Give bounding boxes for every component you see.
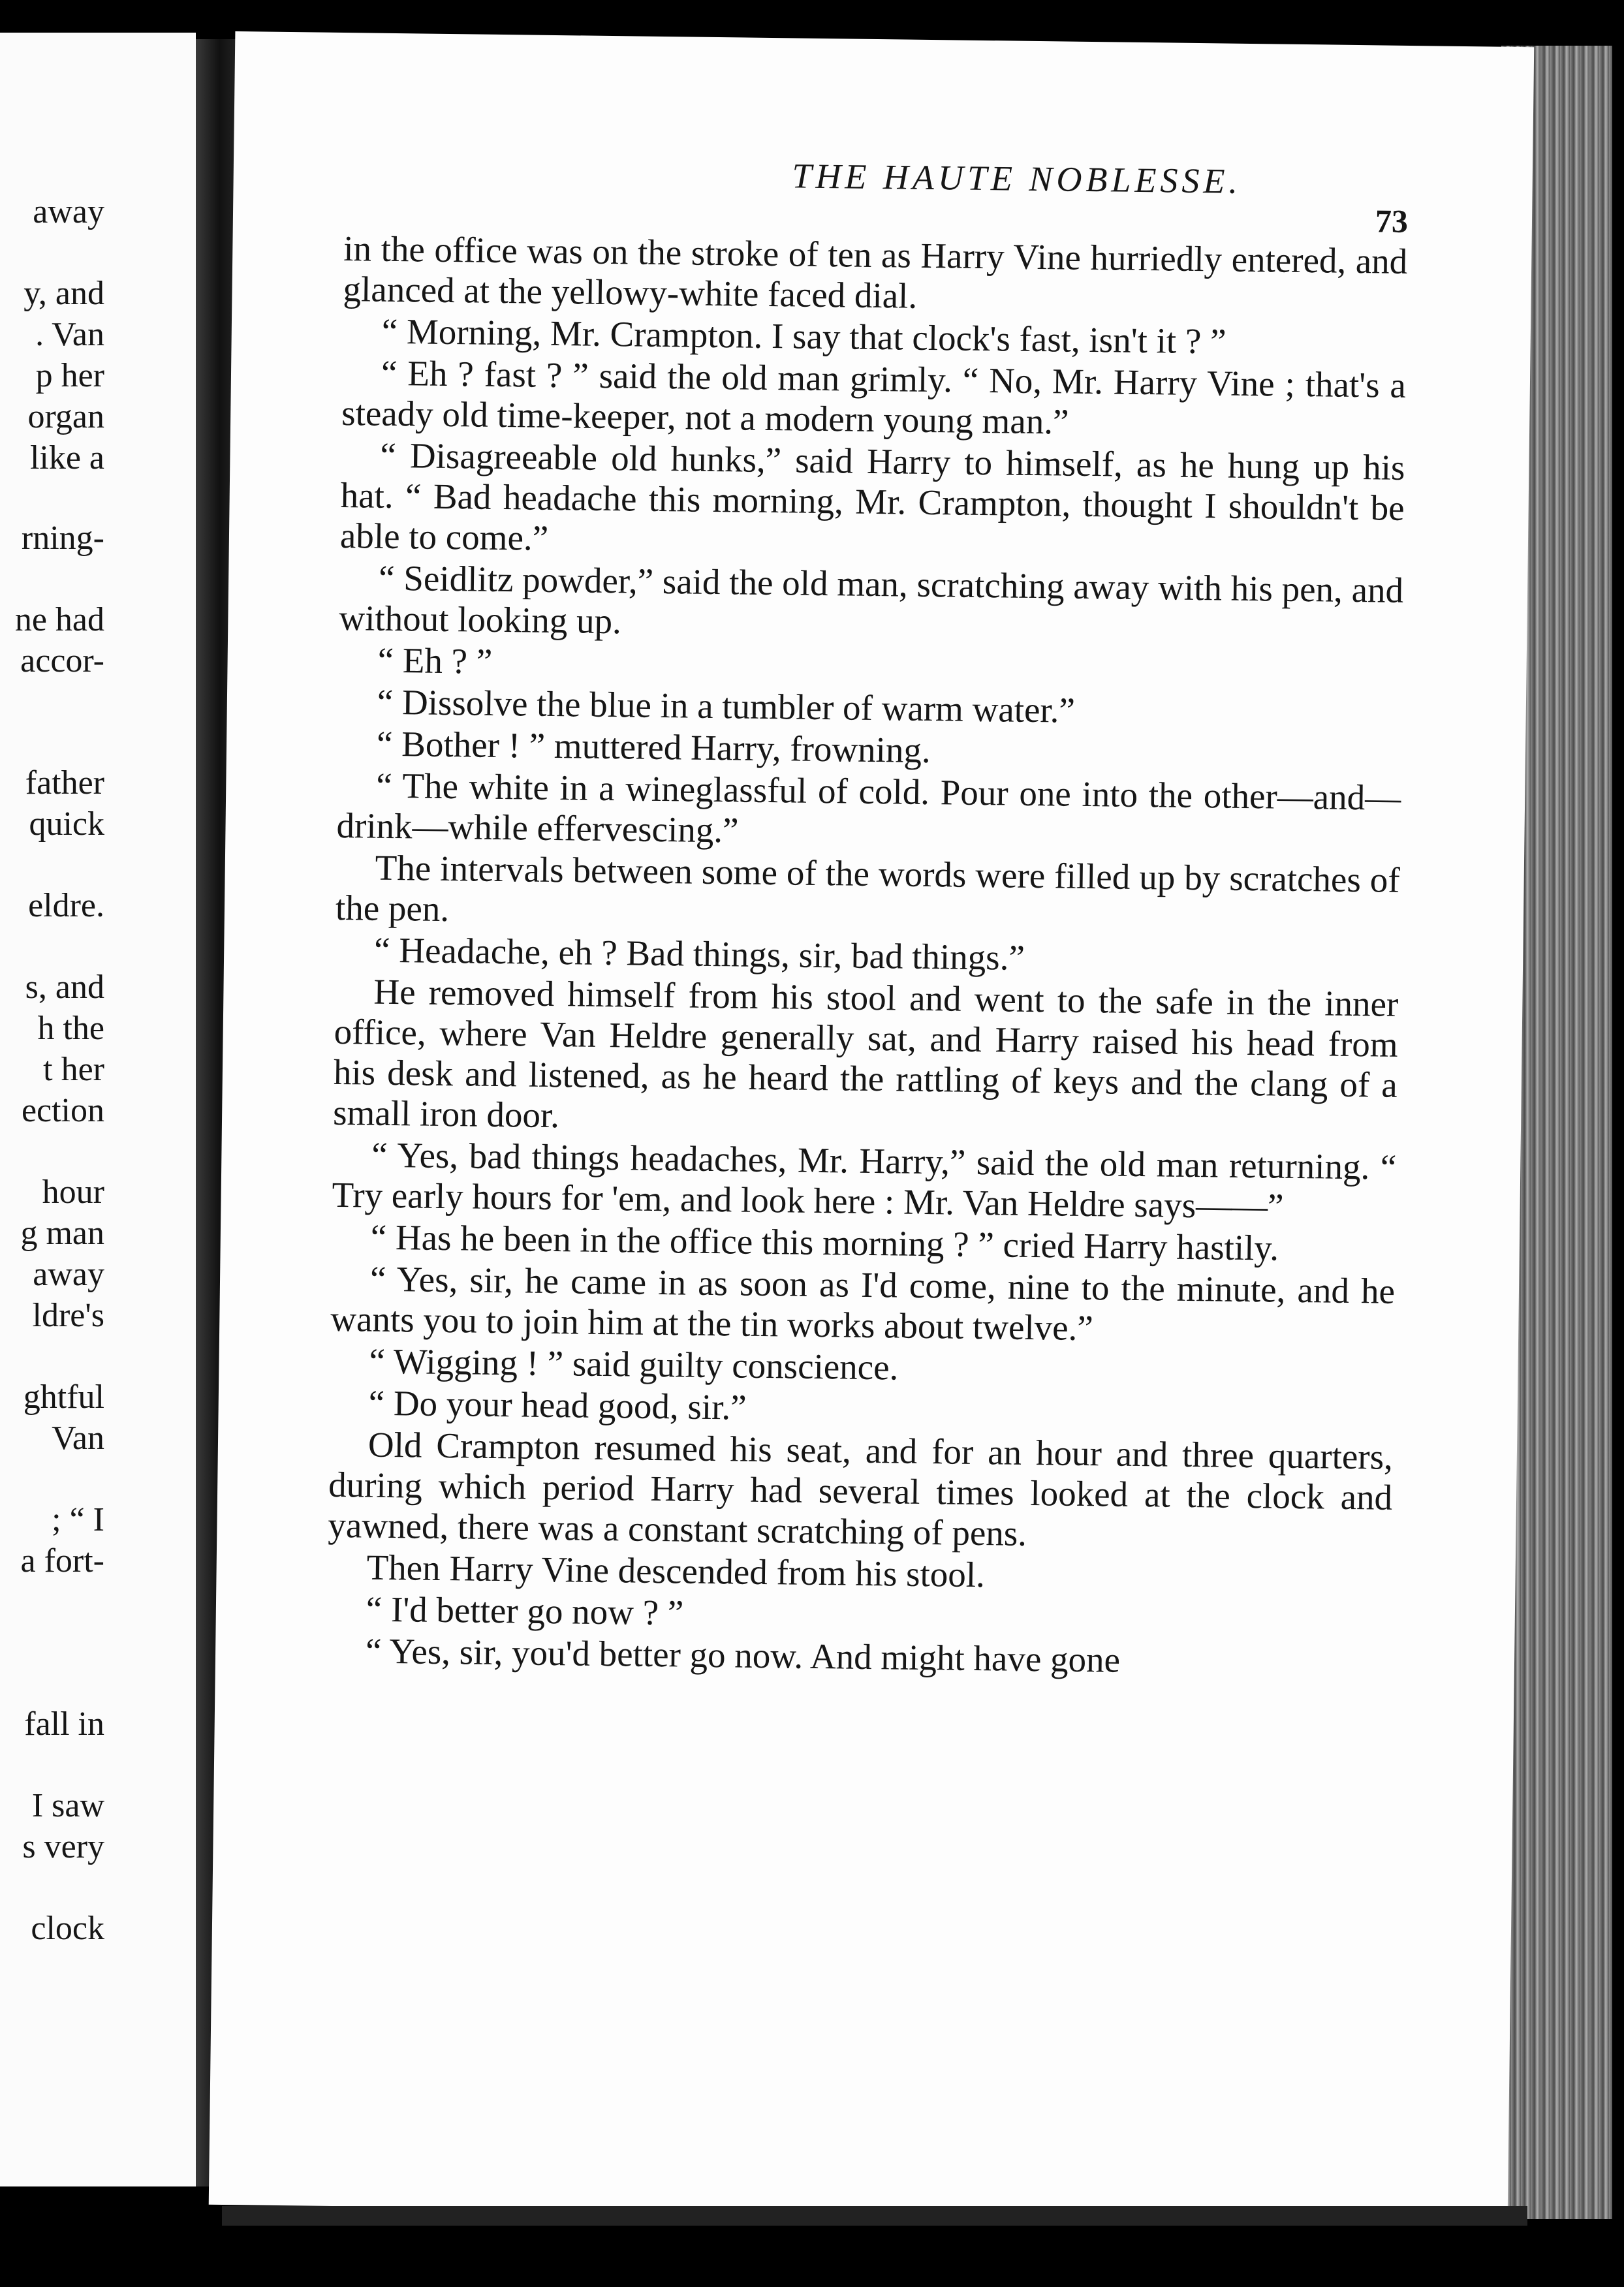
paragraph: “ The white in a wineglassful of cold. Pour one into the other—and—drink—while effervescing.” — [336, 765, 1401, 850]
paragraph: “ Yes, sir, you'd better go now. And might have gone — [365, 1630, 1121, 1680]
paragraph: “ Has he been in the office this morning ? ” cried Harry hastily. — [370, 1217, 1279, 1268]
paragraph: Old Crampton resumed his seat, and for an hour and three quarters, during which period Harry had several times looked at the clock and yawned, there was a constant scratching of pens. — [328, 1424, 1394, 1553]
paragraph: “ Yes, sir, he came in as soon as I'd come, nine to the minute, and he wants you to join him at the tin works about twelve.” — [330, 1258, 1396, 1348]
left-page-line: a fort- — [20, 1542, 104, 1579]
paragraph: “ I'd better go now ? ” — [366, 1589, 684, 1633]
left-page-line: eldre. — [28, 887, 104, 924]
page-number: 73 — [1375, 202, 1409, 240]
left-page-line: like a — [29, 439, 104, 476]
left-page-line: ghtful — [23, 1378, 104, 1416]
left-page-line: ection — [21, 1092, 104, 1129]
left-page-line: g man — [20, 1215, 104, 1252]
left-page-line: s very — [22, 1828, 104, 1865]
right-page — [209, 31, 1535, 2220]
left-page-line: accor- — [20, 642, 104, 679]
bottom-shadow — [222, 2206, 1527, 2226]
left-page-line: y, and — [23, 275, 104, 312]
left-page-line: p her — [35, 357, 104, 394]
paragraph: “ Headache, eh ? Bad things, sir, bad things.” — [373, 929, 1025, 978]
left-page-line: away — [33, 1256, 104, 1293]
left-page-line: ne had — [14, 601, 104, 638]
left-page-line: s, and — [25, 969, 104, 1006]
left-page-line: hour — [42, 1174, 104, 1211]
paragraph: “ Morning, Mr. Crampton. I say that clock's fast, isn't it ? ” — [381, 311, 1226, 362]
paragraph: “ Wigging ! ” said guilty conscience. — [369, 1341, 899, 1388]
left-page-line: Van — [52, 1420, 104, 1457]
left-page-line: . Van — [35, 316, 104, 353]
paragraph: He removed himself from his stool and went to the safe in the inner office, where Van Heldre generally sat, and Harry raised his head from his desk and listened, as he heard the rattling of keys and the clang of a small iron door. — [332, 971, 1399, 1136]
running-head: THE HAUTE NOBLESSE. — [792, 156, 1242, 201]
paragraph: The intervals between some of the words were filled up by scratches of the pen. — [335, 847, 1401, 929]
paragraph: in the office was on the stroke of ten as Harry Vine hurriedly entered, and glanced at the yellowy-white faced dial. — [343, 228, 1408, 316]
body-text — [326, 228, 1408, 1685]
left-page-line: away — [33, 193, 104, 230]
left-page-line: I saw — [31, 1787, 104, 1824]
paragraph: “ Yes, bad things headaches, Mr. Harry,” said the old man returning. “ Try early hours for 'em, and look here : Mr. Van Heldre says——” — [332, 1134, 1397, 1226]
left-page-line: fall in — [24, 1705, 104, 1743]
left-page-line: ldre's — [32, 1297, 104, 1334]
paragraph: “ Bother ! ” muttered Harry, frowning. — [376, 723, 931, 771]
left-page-line: organ — [27, 398, 104, 435]
paragraph: “ Eh ? fast ? ” said the old man grimly. “ No, Mr. Harry Vine ; that's a steady old time-keeper, not a modern young man.” — [341, 352, 1407, 442]
left-page-line: h the — [37, 1010, 104, 1047]
paragraph: “ Disagreeable old hunks,” said Harry to himself, as he hung up his hat. “ Bad headache this morning, Mr. Crampton, thought I shouldn't be able to come.” — [339, 435, 1405, 558]
left-page-fragment — [0, 33, 196, 2186]
paragraph: “ Dissolve the blue in a tumbler of warm water.” — [377, 681, 1076, 730]
left-page-line: quick — [29, 805, 104, 843]
paragraph: “ Seidlitz powder,” said the old man, scratching away with his pen, and without looking up. — [339, 557, 1404, 642]
paragraph: “ Do your head good, sir.” — [368, 1382, 747, 1427]
left-page-line: father — [25, 764, 104, 801]
left-page-line: clock — [31, 1910, 104, 1947]
paragraph: “ Eh ? ” — [377, 640, 493, 681]
left-page-line: t her — [43, 1051, 104, 1088]
left-page-line: ; “ I — [52, 1501, 104, 1538]
paragraph: Then Harry Vine descended from his stool. — [366, 1547, 986, 1595]
left-page-line: rning- — [21, 520, 104, 557]
